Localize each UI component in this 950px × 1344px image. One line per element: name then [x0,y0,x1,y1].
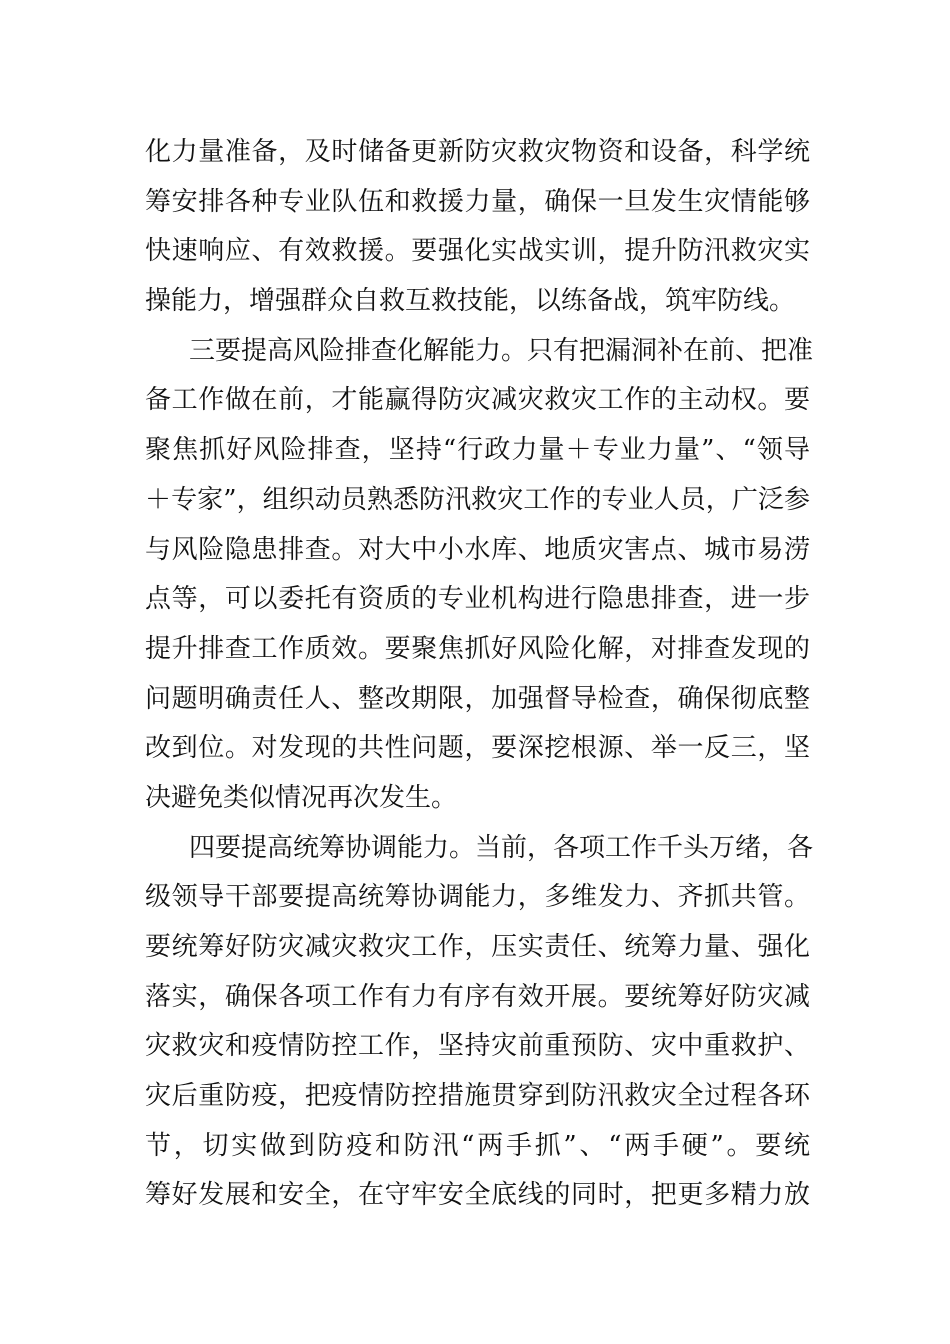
text-line: 化力量准备，及时储备更新防灾救灾物资和设备，科学统 [145,137,810,167]
text-line: 灾救灾和疫情防控工作，坚持灾前重预防、灾中重救护、 [145,1031,810,1062]
paragraph-start-line: 三要提高风险排查化解能力。只有把漏洞补在前、把准 [189,335,814,366]
body-text [145,128,814,1221]
text-line: 备工作做在前，才能赢得防灾减灾救灾工作的主动权。要 [145,385,810,416]
text-line: 问题明确责任人、整改期限，加强督导检查，确保彻底整 [145,683,810,714]
text-line: 与风险隐患排查。对大中小水库、地质灾害点、城市易涝 [145,534,810,565]
text-line: 要统筹好防灾减灾救灾工作，压实责任、统筹力量、强化 [145,932,810,962]
text-line: 筹好发展和安全，在守牢安全底线的同时，把更多精力放 [145,1180,810,1211]
text-line: 灾后重防疫，把疫情防控措施贯穿到防汛救灾全过程各环 [145,1081,810,1112]
text-line: 快速响应、有效救援。要强化实战实训，提升防汛救灾实 [145,236,810,267]
text-line: ＋专家”，组织动员熟悉防汛救灾工作的专业人员，广泛参 [145,484,810,515]
text-line: 操能力，增强群众自救互救技能，以练备战，筑牢防线。 [145,286,796,317]
text-line: 改到位。对发现的共性问题，要深挖根源、举一反三，坚 [145,733,810,764]
paragraph-start-line: 四要提高统筹协调能力。当前，各项工作千头万绪，各 [189,832,814,863]
text-line: 筹安排各种专业队伍和救援力量，确保一旦发生灾情能够 [145,186,810,217]
text-line: 点等，可以委托有资质的专业机构进行隐患排查，进一步 [145,584,810,615]
text-line: 决避免类似情况再次发生。 [145,782,458,813]
text-line: 落实，确保各项工作有力有序有效开展。要统筹好防灾减 [145,981,810,1012]
text-line: 提升排查工作质效。要聚焦抓好风险化解，对排查发现的 [145,633,810,664]
text-line: 聚焦抓好风险排查，坚持“行政力量＋专业力量”、“领导 [145,435,810,466]
text-line: 级领导干部要提高统筹协调能力，多维发力、齐抓共管。 [145,882,810,913]
text-line: 节，切实做到防疫和防汛“两手抓”、“两手硬”。要统 [145,1130,810,1161]
